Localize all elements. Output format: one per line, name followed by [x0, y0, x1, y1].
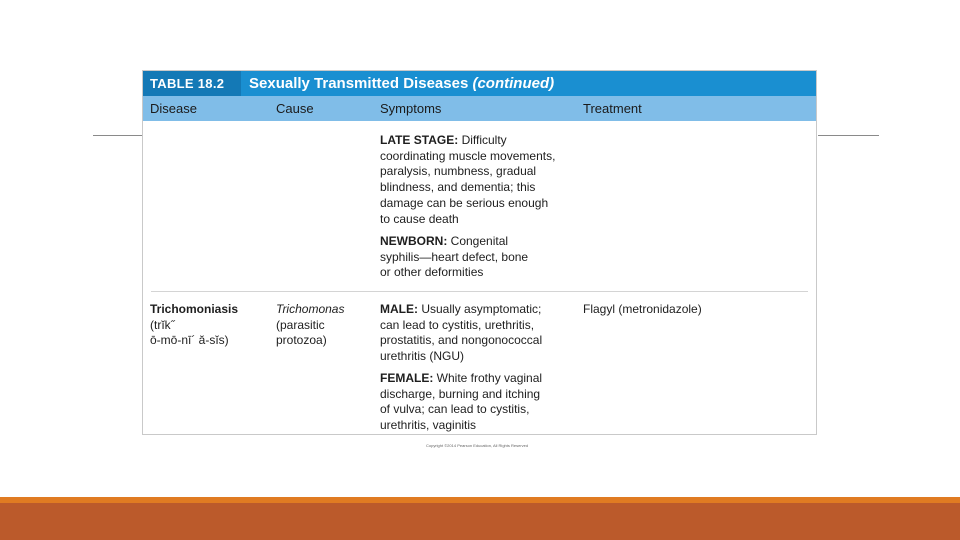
table-title-bar: [143, 71, 816, 96]
symptom-line: discharge, burning and itching: [380, 386, 541, 401]
header-cause: Cause: [276, 101, 314, 116]
symptom-line: coordinating muscle movements,: [380, 148, 556, 163]
treatment-trichomoniasis: Flagyl (metronidazole): [583, 302, 702, 316]
symptom-late-stage: [380, 133, 555, 227]
symptom-newborn: [380, 234, 528, 281]
symptom-label: FEMALE:: [380, 371, 434, 385]
symptom-label: MALE:: [380, 302, 418, 316]
symptom-line: damage can be serious enough: [380, 195, 549, 210]
table-title-main: Sexually Transmitted Diseases: [249, 75, 469, 92]
symptom-male: [380, 302, 542, 365]
symptom-line: can lead to cystitis, urethritis,: [380, 317, 535, 332]
symptom-line: Congenital: [450, 234, 509, 248]
symptom-label: NEWBORN:: [380, 234, 448, 248]
disease-name: Trichomoniasis: [150, 302, 239, 316]
cause-trichomonas: [276, 302, 344, 349]
header-treatment: Treatment: [583, 101, 642, 116]
cause-organism: Trichomonas: [276, 302, 345, 316]
table-number: TABLE 18.2: [143, 71, 241, 96]
table-header-row: [143, 96, 816, 121]
symptom-line: blindness, and dementia; this: [380, 180, 536, 195]
symptom-line: Difficulty: [461, 133, 507, 147]
symptom-female: [380, 371, 542, 434]
symptom-line: White frothy vaginal: [436, 371, 543, 385]
symptom-line: or other deformities: [380, 265, 484, 280]
symptom-line: of vulva; can lead to cystitis,: [380, 402, 530, 417]
symptom-line: to cause death: [380, 211, 459, 226]
header-symptoms: Symptoms: [380, 101, 442, 116]
copyright-notice: Copyright ©2014 Pearson Education, All Rights Reserved: [426, 443, 529, 448]
std-table: [142, 70, 817, 435]
slide-rule-right: [818, 135, 879, 136]
footer-band: [0, 503, 960, 540]
disease-pronunciation: (trĭk˝: [150, 317, 175, 332]
symptom-line: Usually asymptomatic;: [421, 302, 542, 316]
cause-detail: (parasitic: [276, 317, 325, 332]
symptom-line: paralysis, numbness, gradual: [380, 164, 537, 179]
row-divider: [151, 291, 808, 292]
disease-pronunciation: ō-mō-nī´ ă-sĭs): [150, 333, 229, 348]
symptom-line: prostatitis, and nongonococcal: [380, 333, 543, 348]
table-title-suffix: (continued): [472, 75, 555, 92]
header-disease: Disease: [150, 101, 197, 116]
symptom-line: urethritis, vaginitis: [380, 418, 477, 433]
cause-detail: protozoa): [276, 333, 327, 348]
disease-trichomoniasis: [150, 302, 238, 349]
symptom-line: syphilis—heart defect, bone: [380, 249, 529, 264]
slide-rule-left: [93, 135, 143, 136]
symptom-line: urethritis (NGU): [380, 349, 465, 364]
symptom-label: LATE STAGE:: [380, 133, 459, 147]
table-title: [249, 71, 554, 96]
